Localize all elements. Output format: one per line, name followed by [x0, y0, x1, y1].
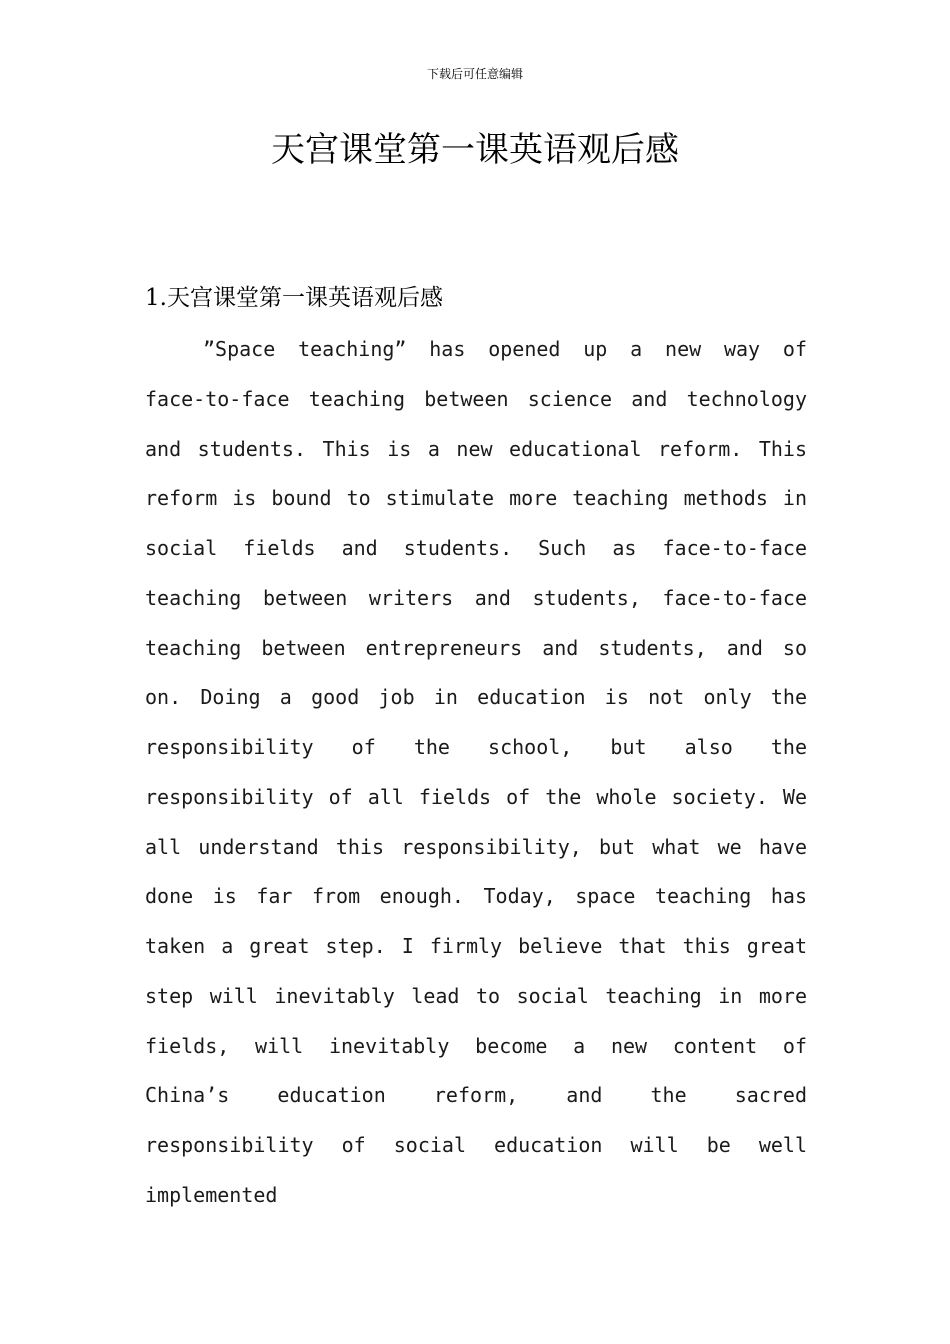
page-title: 天宫课堂第一课英语观后感 [271, 130, 679, 170]
body-paragraph: ”Space teaching” has opened up a new way of face-to-face teaching between science and technology and students. This is a new educational reform. This reform is bound to stimulate more teaching methods in social fields and students. Such as face-to-face teaching between writers and students, face-to-face teaching between entrepreneurs and students, and so on. Doing a good job in education is not only the responsibility of the school, but also the responsibility of all fields of the whole society. We all understand this responsibility, but what we have done is far from enough. Today, space teaching has taken a great step. I firmly believe that this great step will inevitably lead to social teaching in more fields, will inevitably become a new content of China’s education reform, and the sacred responsibility of social education will be well implemented [145, 337, 807, 1207]
header-note: 下载后可任意编辑 [426, 67, 523, 81]
section-heading: 1.天宫课堂第一课英语观后感 [145, 285, 443, 311]
